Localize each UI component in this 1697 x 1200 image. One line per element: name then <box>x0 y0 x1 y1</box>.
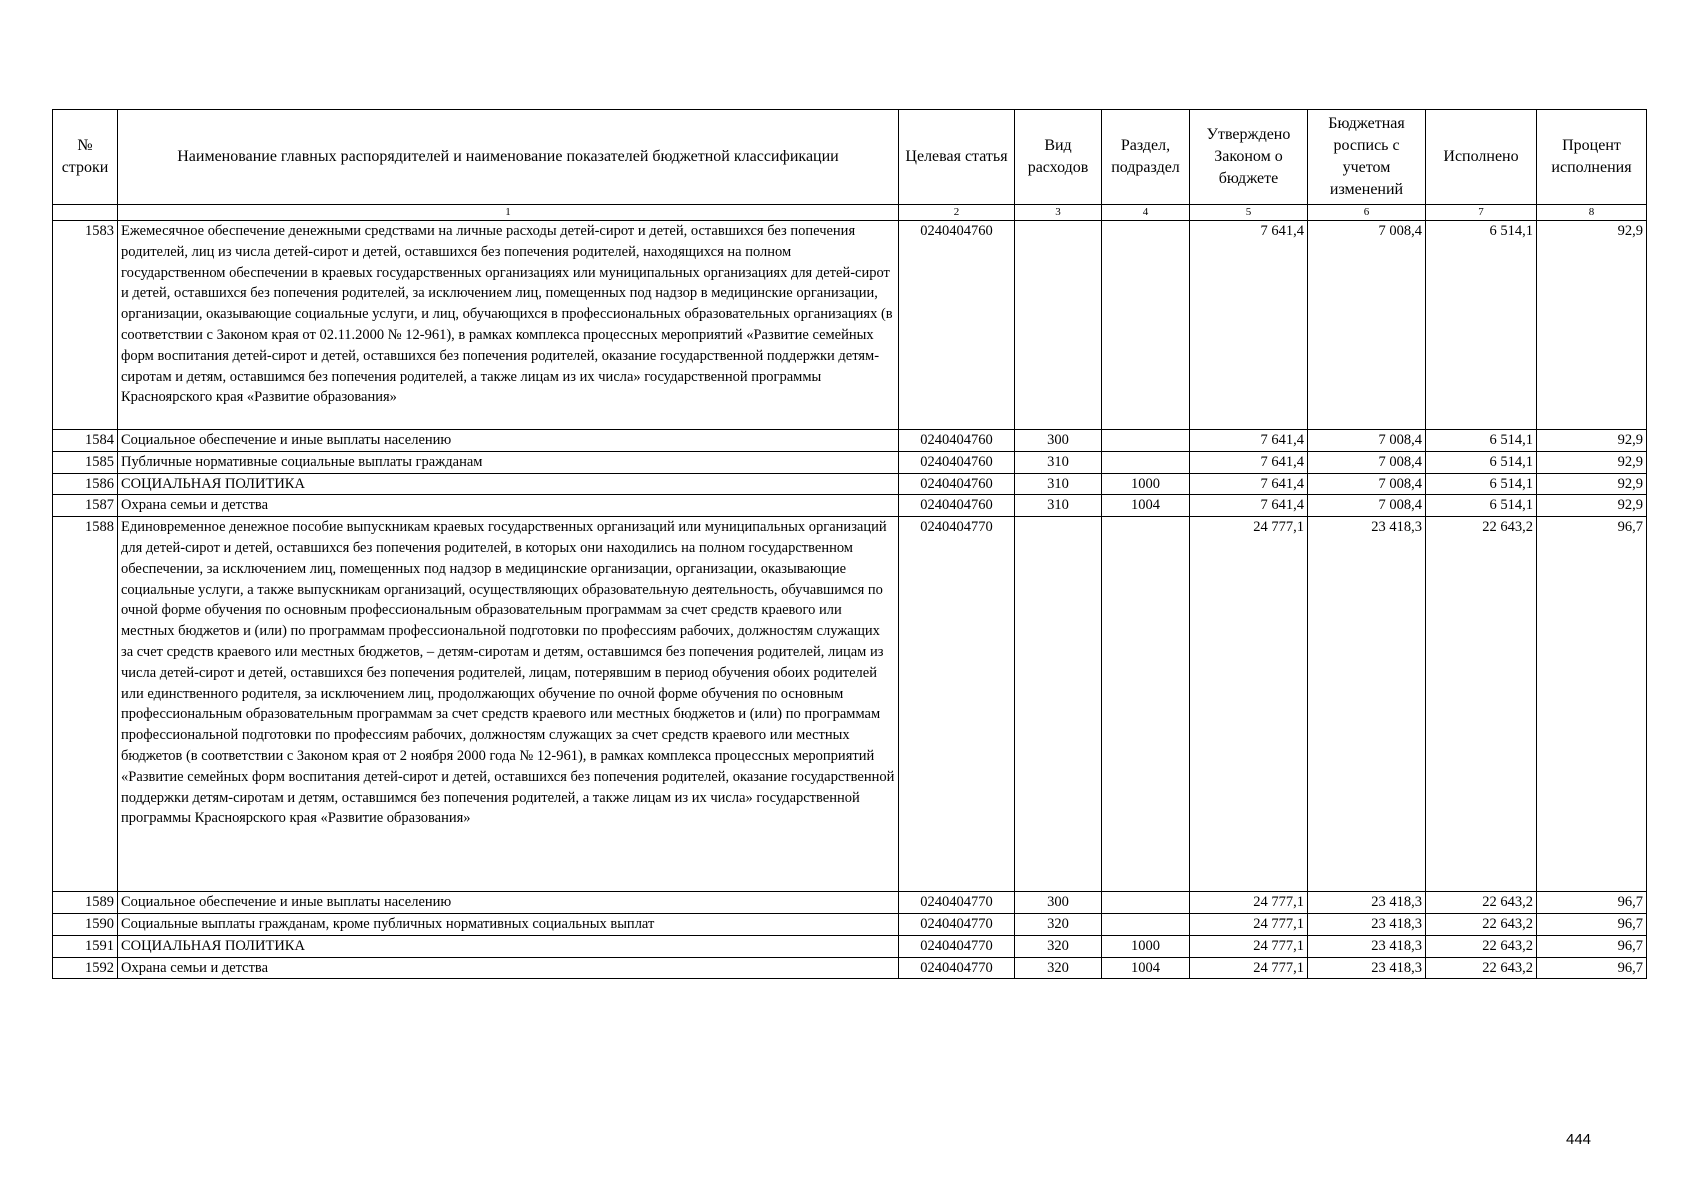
row-target-article: 0240404760 <box>899 495 1015 517</box>
row-expense-type: 310 <box>1015 495 1102 517</box>
row-percent: 92,9 <box>1537 221 1647 430</box>
header-percent: Процент исполнения <box>1537 110 1647 205</box>
row-percent: 92,9 <box>1537 451 1647 473</box>
row-budget-list: 7 008,4 <box>1308 430 1426 452</box>
row-target-article: 0240404770 <box>899 517 1015 892</box>
row-percent: 92,9 <box>1537 473 1647 495</box>
row-expense-type: 320 <box>1015 913 1102 935</box>
column-number: 5 <box>1190 205 1308 221</box>
row-approved: 7 641,4 <box>1190 430 1308 452</box>
column-number: 3 <box>1015 205 1102 221</box>
header-executed: Исполнено <box>1426 110 1537 205</box>
row-budget-list: 23 418,3 <box>1308 517 1426 892</box>
row-name: Публичные нормативные социальные выплаты гражданам <box>118 451 899 473</box>
column-number: 2 <box>899 205 1015 221</box>
row-percent: 96,7 <box>1537 517 1647 892</box>
row-section <box>1102 451 1190 473</box>
row-approved: 24 777,1 <box>1190 892 1308 914</box>
row-section <box>1102 221 1190 430</box>
row-executed: 22 643,2 <box>1426 935 1537 957</box>
header-section: Раздел, подраздел <box>1102 110 1190 205</box>
row-executed: 6 514,1 <box>1426 473 1537 495</box>
row-approved: 7 641,4 <box>1190 495 1308 517</box>
row-percent: 96,7 <box>1537 957 1647 979</box>
row-expense-type: 300 <box>1015 892 1102 914</box>
row-executed: 6 514,1 <box>1426 495 1537 517</box>
row-target-article: 0240404770 <box>899 892 1015 914</box>
row-number: 1587 <box>53 495 118 517</box>
budget-execution-table <box>52 109 1647 979</box>
column-number: 4 <box>1102 205 1190 221</box>
row-executed: 6 514,1 <box>1426 451 1537 473</box>
row-section: 1000 <box>1102 935 1190 957</box>
column-number: 7 <box>1426 205 1537 221</box>
row-target-article: 0240404770 <box>899 935 1015 957</box>
row-budget-list: 23 418,3 <box>1308 913 1426 935</box>
row-executed: 22 643,2 <box>1426 913 1537 935</box>
row-percent: 92,9 <box>1537 430 1647 452</box>
row-name: Ежемесячное обеспечение денежными средствами на личные расходы детей-сирот и детей, оставшихся без попечения родителей, лиц из числа детей-сирот и детей, оставшихся без попечения родителей, находящихся на полном государственном обеспечении в краевых государственных организациях или муниципальных организациях для детей-сирот и детей, оставшихся без попечения родителей, за исключением лиц, помещенных под надзор в медицинские организации, организации, оказывающие социальные услуги, и лиц, обучающихся в профессиональных образовательных организациях (в соответствии с Законом края от 02.11.2000 № 12-961), в рамках комплекса процессных мероприятий «Развитие семейных форм воспитания детей-сирот и детей, оставшихся без попечения родителей, оказание государственной поддержки детям-сиротам и детям, оставшимся без попечения родителей, а также лицам из их числа» государственной программы Красноярского края «Развитие образования» <box>118 221 899 430</box>
row-section: 1000 <box>1102 473 1190 495</box>
row-approved: 24 777,1 <box>1190 913 1308 935</box>
row-number: 1584 <box>53 430 118 452</box>
row-name: Охрана семьи и детства <box>118 495 899 517</box>
row-section <box>1102 913 1190 935</box>
row-target-article: 0240404770 <box>899 913 1015 935</box>
row-budget-list: 23 418,3 <box>1308 957 1426 979</box>
header-name: Наименование главных распорядителей и наименование показателей бюджетной классификации <box>118 110 899 205</box>
row-executed: 6 514,1 <box>1426 430 1537 452</box>
row-executed: 22 643,2 <box>1426 957 1537 979</box>
header-target-article: Целевая статья <box>899 110 1015 205</box>
row-expense-type <box>1015 517 1102 892</box>
row-expense-type <box>1015 221 1102 430</box>
row-number: 1585 <box>53 451 118 473</box>
row-section: 1004 <box>1102 957 1190 979</box>
header-approved: Утверждено Законом о бюджете <box>1190 110 1308 205</box>
row-name: СОЦИАЛЬНАЯ ПОЛИТИКА <box>118 473 899 495</box>
row-expense-type: 310 <box>1015 451 1102 473</box>
header-budget-list: Бюджетная роспись с учетом изменений <box>1308 110 1426 205</box>
row-name: Охрана семьи и детства <box>118 957 899 979</box>
row-section <box>1102 430 1190 452</box>
column-numbers-row <box>53 205 1647 221</box>
row-budget-list: 7 008,4 <box>1308 221 1426 430</box>
table-row <box>53 451 1647 473</box>
page-number: 444 <box>1566 1131 1592 1148</box>
row-section <box>1102 517 1190 892</box>
row-name: Социальные выплаты гражданам, кроме публичных нормативных социальных выплат <box>118 913 899 935</box>
row-section: 1004 <box>1102 495 1190 517</box>
row-number: 1592 <box>53 957 118 979</box>
header-row <box>53 110 1647 205</box>
row-name: Социальное обеспечение и иные выплаты населению <box>118 892 899 914</box>
row-approved: 7 641,4 <box>1190 221 1308 430</box>
row-budget-list: 7 008,4 <box>1308 473 1426 495</box>
row-approved: 24 777,1 <box>1190 957 1308 979</box>
row-approved: 7 641,4 <box>1190 451 1308 473</box>
table-row <box>53 957 1647 979</box>
header-expense-type: Вид расходов <box>1015 110 1102 205</box>
row-number: 1590 <box>53 913 118 935</box>
row-approved: 24 777,1 <box>1190 517 1308 892</box>
row-expense-type: 320 <box>1015 957 1102 979</box>
table-row <box>53 221 1647 430</box>
row-percent: 96,7 <box>1537 892 1647 914</box>
row-number: 1589 <box>53 892 118 914</box>
column-number <box>53 205 118 221</box>
column-number: 6 <box>1308 205 1426 221</box>
row-name: СОЦИАЛЬНАЯ ПОЛИТИКА <box>118 935 899 957</box>
row-target-article: 0240404760 <box>899 430 1015 452</box>
row-expense-type: 320 <box>1015 935 1102 957</box>
row-name: Единовременное денежное пособие выпускникам краевых государственных организаций или муниципальных организаций для детей-сирот и детей, оставшихся без попечения родителей, в которых они находились на полном государственном обеспечении, за исключением лиц, помещенных под надзор в медицинские организации, организации, оказывающие социальные услуги, а также выпускникам организаций, осуществляющих образовательную деятельность, обучавшимся по очной форме обучения по основным профессиональным образовательным программам за счет средств краевого или местных бюджетов и (или) по программам профессиональной подготовки по профессиям рабочих, должностям служащих за счет средств краевого или местных бюджетов, – детям-сиротам и детям, оставшимся без попечения родителей, лицам из числа детей-сирот и детей, оставшихся без попечения родителей, лицам, потерявшим в период обучения обоих родителей или единственного родителя, за исключением лиц, продолжающих обучение по очной форме обучения по основным профессиональным образовательным программам за счет средств краевого или местных бюджетов и (или) по программам профессиональной подготовки по профессиям рабочих, должностям служащих за счет средств краевого или местных бюджетов (в соответствии с Законом края от 2 ноября 2000 года № 12-961), в рамках комплекса процессных мероприятий «Развитие семейных форм воспитания детей-сирот и детей, оставшихся без попечения родителей, оказание государственной поддержки детям-сиротам и детям, оставшимся без попечения родителей, а также лицам из их числа» государственной программы Красноярского края «Развитие образования» <box>118 517 899 892</box>
row-executed: 6 514,1 <box>1426 221 1537 430</box>
row-percent: 92,9 <box>1537 495 1647 517</box>
row-percent: 96,7 <box>1537 935 1647 957</box>
table-row <box>53 892 1647 914</box>
table-row <box>53 495 1647 517</box>
row-budget-list: 23 418,3 <box>1308 892 1426 914</box>
row-executed: 22 643,2 <box>1426 517 1537 892</box>
header-row-number: № строки <box>53 110 118 205</box>
table-row <box>53 473 1647 495</box>
row-budget-list: 7 008,4 <box>1308 451 1426 473</box>
row-expense-type: 300 <box>1015 430 1102 452</box>
column-number: 8 <box>1537 205 1647 221</box>
row-number: 1583 <box>53 221 118 430</box>
row-section <box>1102 892 1190 914</box>
row-target-article: 0240404770 <box>899 957 1015 979</box>
table-row <box>53 935 1647 957</box>
row-percent: 96,7 <box>1537 913 1647 935</box>
row-number: 1586 <box>53 473 118 495</box>
row-target-article: 0240404760 <box>899 451 1015 473</box>
table-row <box>53 913 1647 935</box>
row-number: 1588 <box>53 517 118 892</box>
row-approved: 7 641,4 <box>1190 473 1308 495</box>
row-number: 1591 <box>53 935 118 957</box>
row-approved: 24 777,1 <box>1190 935 1308 957</box>
row-name: Социальное обеспечение и иные выплаты населению <box>118 430 899 452</box>
row-target-article: 0240404760 <box>899 221 1015 430</box>
row-budget-list: 23 418,3 <box>1308 935 1426 957</box>
table-row <box>53 517 1647 892</box>
column-number: 1 <box>118 205 899 221</box>
table-row <box>53 430 1647 452</box>
row-executed: 22 643,2 <box>1426 892 1537 914</box>
row-target-article: 0240404760 <box>899 473 1015 495</box>
row-budget-list: 7 008,4 <box>1308 495 1426 517</box>
row-expense-type: 310 <box>1015 473 1102 495</box>
